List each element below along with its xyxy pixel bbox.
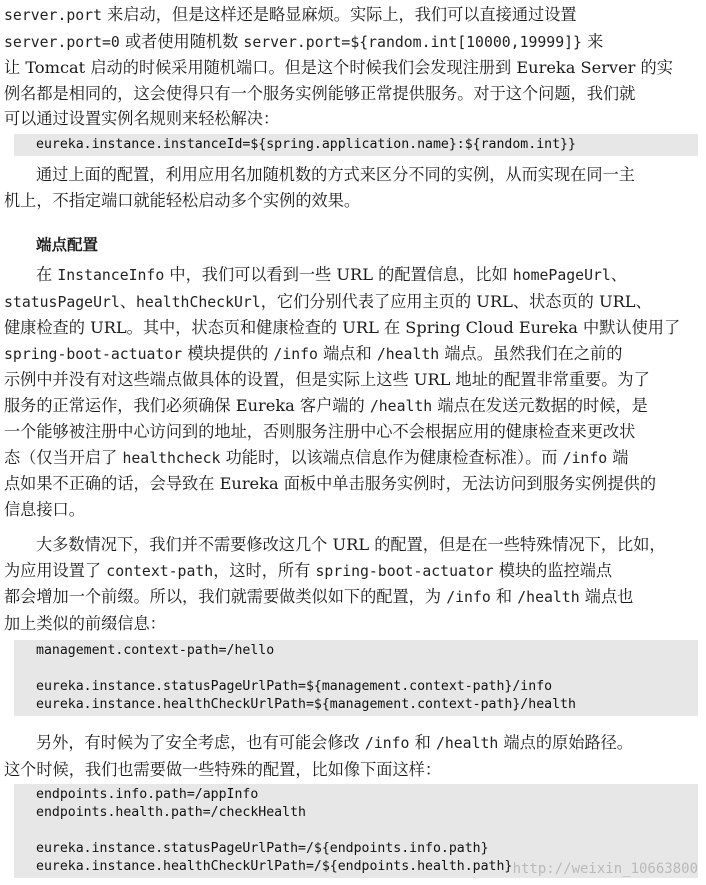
text-line: statusPageUrl、healthCheckUrl，它们分别代表了应用主页的 URL、状态页的 URL、 [4,291,652,311]
inline-code: spring-boot-actuator [315,562,494,580]
text-line: 信息接口。 [4,499,85,519]
inline-code: context-path [106,562,214,580]
code-line: endpoints.health.path=/checkHealth [36,805,306,820]
inline-code: /health [376,345,440,363]
inline-code: spring-boot-actuator [4,345,183,363]
code-line: management.context-path=/hello [36,643,275,658]
inline-code: server.port=0 [4,33,120,51]
text-line: 可以通过设置实例名规则来轻松解决： [4,109,280,128]
text-line: server.port 来启动，但是这样还是略显麻烦。实际上，我们可以直接通过设置 [4,5,577,24]
text-line: 服务的正常运作，我们必须确保 Eureka 客户端的 /health 端点在发送元数据的时候，是 [4,395,648,415]
text-line: 加上类似的前缀信息： [4,613,166,633]
code-line [36,822,698,840]
text-line: 另外，有时候为了安全考虑，也有可能会修改 /info 和 /health 端点的原始路径。 [36,733,633,752]
code-line: eureka.instance.healthCheckUrlPath=${management.context-path}/health [36,697,576,712]
text-line: 例名都是相同的，这会使得只有一个服务实例能够正常提供服务。对于这个问题，我们就 [4,83,636,103]
code-line: eureka.instance.instanceId=${spring.application.name}:${random.int}} [36,137,576,152]
code-line: eureka.instance.statusPageUrlPath=${management.context-path}/info [36,679,553,694]
inline-code: healthcheck [122,449,221,467]
inline-code: /info [273,345,318,363]
paragraph-random-port [4,2,702,132]
text-line: 示例中并没有对这些端点做具体的设置，但是实际上这些 URL 地址的配置非常重要。为了 [4,370,650,389]
code-block-context-path [14,640,698,716]
inline-code: /health [435,735,499,752]
text-line: 为应用设置了 context-path，这时，所有 spring-boot-actuator 模块的监控端点 [4,560,613,580]
inline-code: /info [446,589,491,606]
paragraph-endpoints [4,262,702,522]
inline-code: server.port [4,7,102,24]
inline-code: /health [369,397,433,415]
inline-code: /health [517,589,580,606]
code-line: endpoints.info.path=/appInfo [36,787,259,802]
text-line: server.port=0 或者使用随机数 server.port=${random.int[10000,19999]} 来 [4,31,604,51]
inline-code: /info [562,449,608,467]
inline-code: /info [364,735,410,752]
inline-code: healthCheckUrl [136,293,261,311]
text-line: 让 Tomcat 启动的时候采用随机端口。但是这个时候我们会发现注册到 Eureka Server 的实 [4,58,673,77]
text-line: 点如果不正确的话，会导致在 Eureka 面板中单击服务实例时，无法访问到服务实例提供的 [4,474,657,493]
inline-code: statusPageUrl [4,293,120,311]
text-line: 通过上面的配置，利用应用名加随机数的方式来区分不同的实例，从而实现在同一主 [36,165,635,184]
text-line: 机上，不指定端口就能轻松启动多个实例的效果。 [4,190,361,210]
code-block-instance-id [14,134,698,156]
code-line: eureka.instance.statusPageUrlPath=/${endpoints.info.path} [36,841,489,856]
paragraph-security [4,730,702,782]
watermark: http://weixin_10663800 [512,861,698,877]
text-line: 在 InstanceInfo 中，我们可以看到一些 URL 的配置信息，比如 homePageUrl、 [36,265,627,284]
inline-code: server.port=${random.int[10000,19999]} [243,33,582,51]
text-line: spring-boot-actuator 模块提供的 /info 端点和 /health 端点。虽然我们在之前的 [4,343,623,363]
code-line [36,660,698,678]
section-heading: 端点配置 [36,236,99,254]
inline-code: InstanceInfo [57,267,165,284]
text-line: 大多数情况下，我们并不需要修改这几个 URL 的配置，但是在一些特殊情况下，比如， [36,535,666,554]
paragraph-context-path [4,532,702,636]
text-line: 这个时候，我们也需要做一些特殊的配置，比如像下面这样： [4,759,442,779]
code-line: eureka.instance.healthCheckUrlPath=/${endpoints.health.path} [36,859,513,874]
paragraph-config-result [4,162,706,213]
text-line: 一个能够被注册中心访问到的地址，否则服务注册中心不会根据应用的健康检查来更改状 [4,422,636,441]
text-line: 健康检查的 URL。其中，状态页和健康检查的 URL 在 Spring Cloud Eureka 中默认使用了 [4,318,681,337]
text-line: 态（仅当开启了 healthcheck 功能时，以该端点信息作为健康检查标准）。而 /info 端 [4,447,629,467]
inline-code: homePageUrl [512,267,611,284]
text-line: 都会增加一个前缀。所以，我们就需要做类似如下的配置，为 /info 和 /health 端点也 [4,587,634,606]
